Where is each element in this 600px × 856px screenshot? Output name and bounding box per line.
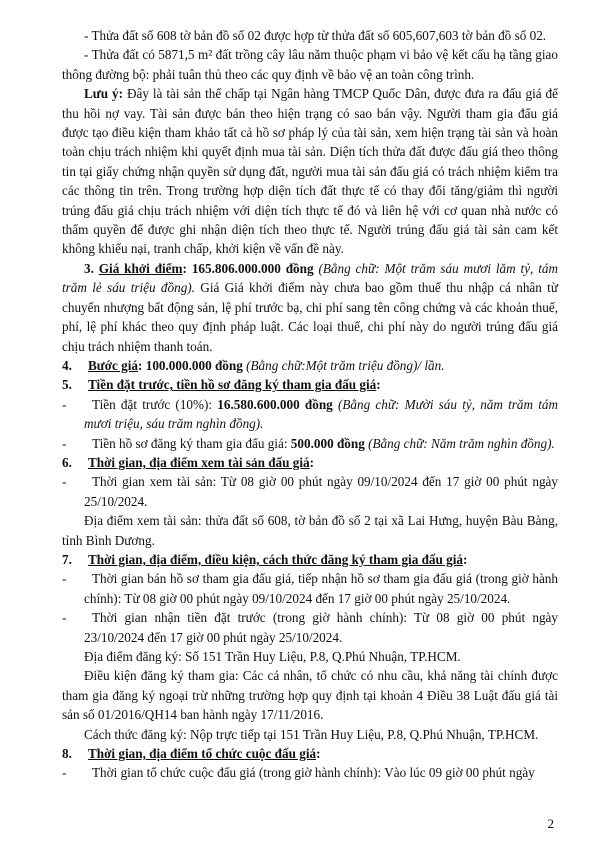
section-6-colon: : [309, 454, 315, 470]
starting-price-text: Giá Giá khởi điểm này chưa bao gồm thuế thu nhập cá nhân từ chuyển nhượng bất động sản, lệ phí trước bạ, chi phí sang tên công chứng và các khoản thuế, phí, lệ phí khác theo quy định pháp luật. Các loại thuế, chi phí này do người trúng đấu giá chịu trách nhiệm thanh toán. [62, 280, 558, 354]
registration-method-text: Cách thức đăng ký: Nộp trực tiếp tại 151 Trần Huy Liệu, P.8, Q.Phú Nhuận, TP.HCM. [84, 726, 539, 742]
deposit-amount: 16.580.600.000 đồng [217, 396, 333, 412]
section-5-colon: : [376, 377, 381, 393]
section-4-colon: : [138, 357, 146, 373]
bid-step-tail: )/ lần. [413, 357, 445, 373]
section-8-title: Thời gian, địa điểm tổ chức cuộc đấu giá [88, 746, 317, 762]
section-4-label: Bước giá [88, 357, 139, 373]
section-8-heading [62, 744, 558, 763]
section-3-colon: : [182, 260, 192, 276]
note-paragraph [62, 84, 558, 259]
section-8-number: 8. [62, 746, 72, 762]
section-7-heading [62, 550, 558, 569]
section-3-label: Giá khởi điểm [98, 260, 183, 276]
section-3-paragraph [62, 259, 558, 356]
section-7-colon: : [463, 551, 468, 567]
deposit-words: (Bằng chữ: Mười sáu tỷ, năm trăm tám mươi triệu, sáu trăm nghìn đồng). [84, 396, 559, 432]
section-6-heading [62, 453, 558, 472]
registration-item: - Thời gian bán hồ sơ tham gia đấu giá, tiếp nhận hồ sơ tham gia đấu giá (trong giờ hành chính): Từ 08 giờ 00 phút ngày 09/10/2024 đến 17 giờ 00 phút ngày 25/10/2024. [62, 569, 558, 608]
section-4-number: 4. [62, 357, 72, 373]
dossier-time-text: Thời gian bán hồ sơ tham gia đấu giá, tiếp nhận hồ sơ tham gia đấu giá (trong giờ hành chính): Từ 08 giờ 00 phút ngày 09/10/2024 đến 17 giờ 00 phút ngày 25/10/2024. [84, 571, 558, 606]
note-text: Đây là tài sản thế chấp tại Ngân hàng TMCP Quốc Dân, được đưa ra đấu giá để thu hồi nợ vay. Tài sản được bán theo hiện trạng có sao bán vậy. Người tham gia đấu giá được tạo điều kiện tham khảo tất cả hồ sơ pháp lý của tài sản, xem hiện trạng tài sản và hoàn toàn chịu trách nhiệm khi quyết định mua tài sản. Diện tích thửa đất được đấu giá theo thông tin tại giấy chứng nhận quyền sử dụng đất, người mua tài sản đấu giá có trách nhiệm kiểm tra các thông tin trên. Trong trường hợp diện tích đất thực tế có thay đổi tăng/giảm thì người trúng đấu giá chịu trách nhiệm với diện tích thực tế đó và liên hệ với cơ quan nhà nước có thẩm quyền để được ghi nhận diện tích theo thực tế. Người trúng đấu giá tài sản cam kết không khiếu nại, tranh chấp, khởi kiện về vấn đề này. [62, 86, 559, 257]
section-6-title: Thời gian, địa điểm xem tài sản đấu giá [88, 454, 310, 470]
fee-words: (Bằng chữ: Năm trăm nghìn đồng). [364, 435, 555, 451]
view-time-text: Thời gian xem tài sản: Từ 08 giờ 00 phút ngày 09/10/2024 đến 17 giờ 00 phút ngày 25/10/2024. [84, 474, 558, 509]
registration-condition-text: Điều kiện đăng ký tham gia: Các cá nhân, tổ chức có nhu cầu, khả năng tài chính được tham gia đăng ký ngoại trừ những trường hợp quy định tại khoản 4 Điều 38 Luật đấu giá tài sản số 01/2016/QH14 ban hành ngày 17/11/2016. [62, 668, 558, 723]
registration-place-text: Địa điểm đăng ký: Số 151 Trần Huy Liệu, P.8, Q.Phú Nhuận, TP.HCM. [84, 649, 461, 664]
section-6-number: 6. [62, 454, 72, 470]
section-7-title: Thời gian, địa điểm, điều kiện, cách thức đăng ký tham gia đấu giá [88, 551, 464, 567]
starting-price-words: (Bằng chữ: Một trăm sáu mươi lăm tỷ, tám trăm lẻ sáu triệu đồng). [62, 260, 558, 296]
fee-amount: 500.000 đồng [290, 435, 365, 451]
bid-step-words: (Bằng chữ:Một trăm triệu đồng [242, 357, 413, 373]
section-3-number: 3. [84, 260, 94, 276]
fee-item: - Tiền hồ sơ đăng ký tham gia đấu giá: 500.000 đồng (Bằng chữ: Năm trăm nghìn đồng). [62, 435, 555, 451]
starting-price-amount: 165.806.000.000 đồng [191, 260, 314, 276]
view-place-text: Địa điểm xem tài sản: thửa đất số 608, tờ bản đồ số 2 tại xã Lai Hưng, huyện Bàu Bàng, tỉnh Bình Dương. [62, 513, 558, 548]
bullet-parcel-merge: - Thửa đất số 608 tờ bản đồ số 02 được hợp từ thửa đất số 605,607,603 tờ bản đồ số 02. [84, 28, 547, 43]
auction-time-text: Thời gian tổ chức cuộc đấu giá (trong giờ hành chính): Vào lúc 09 giờ 00 phút ngày [92, 765, 535, 781]
bullet-parcel-protection: - Thửa đất có 5871,5 m² đất trồng cây lâu năm thuộc phạm vi bảo vệ kết cấu hạ tầng giao thông đường bộ: phải tuân thủ theo các quy định về bảo vệ an toàn công trình. [62, 47, 558, 82]
note-label: Lưu ý: [84, 86, 123, 102]
section-5-title: Tiền đặt trước, tiền hồ sơ đăng ký tham gia đấu giá [88, 377, 377, 393]
deposit-item: - Tiền đặt trước (10%): 16.580.600.000 đồng (Bằng chữ: Mười sáu tỷ, năm trăm tám mươi triệu, sáu trăm nghìn đồng). [62, 396, 559, 432]
bid-step-amount: 100.000.000 đồng [145, 357, 243, 373]
registration-item: - Thời gian nhận tiền đặt trước (trong giờ hành chính): Từ 08 giờ 00 phút ngày 23/10/2024 đến 17 giờ 00 phút ngày 25/10/2024. [62, 608, 558, 647]
section-5-heading [62, 375, 558, 394]
section-5-number: 5. [62, 377, 72, 393]
section-4-heading [62, 356, 558, 375]
deposit-label: Tiền đặt trước (10%): [92, 396, 218, 412]
view-time-item: - Thời gian xem tài sản: Từ 08 giờ 00 phút ngày 09/10/2024 đến 17 giờ 00 phút ngày 25/10/2024. [62, 472, 558, 511]
section-7-number: 7. [62, 551, 72, 567]
section-8-colon: : [316, 746, 321, 762]
fee-label: Tiền hồ sơ đăng ký tham gia đấu giá: [92, 435, 291, 451]
page-number: 2 [547, 816, 554, 831]
auction-time-item: - Thời gian tổ chức cuộc đấu giá (trong giờ hành chính): Vào lúc 09 giờ 00 phút ngày [62, 763, 558, 782]
deposit-time-text: Thời gian nhận tiền đặt trước (trong giờ hành chính): Từ 08 giờ 00 phút ngày 23/10/2024 đến 17 giờ 00 phút ngày 25/10/2024. [84, 610, 558, 645]
